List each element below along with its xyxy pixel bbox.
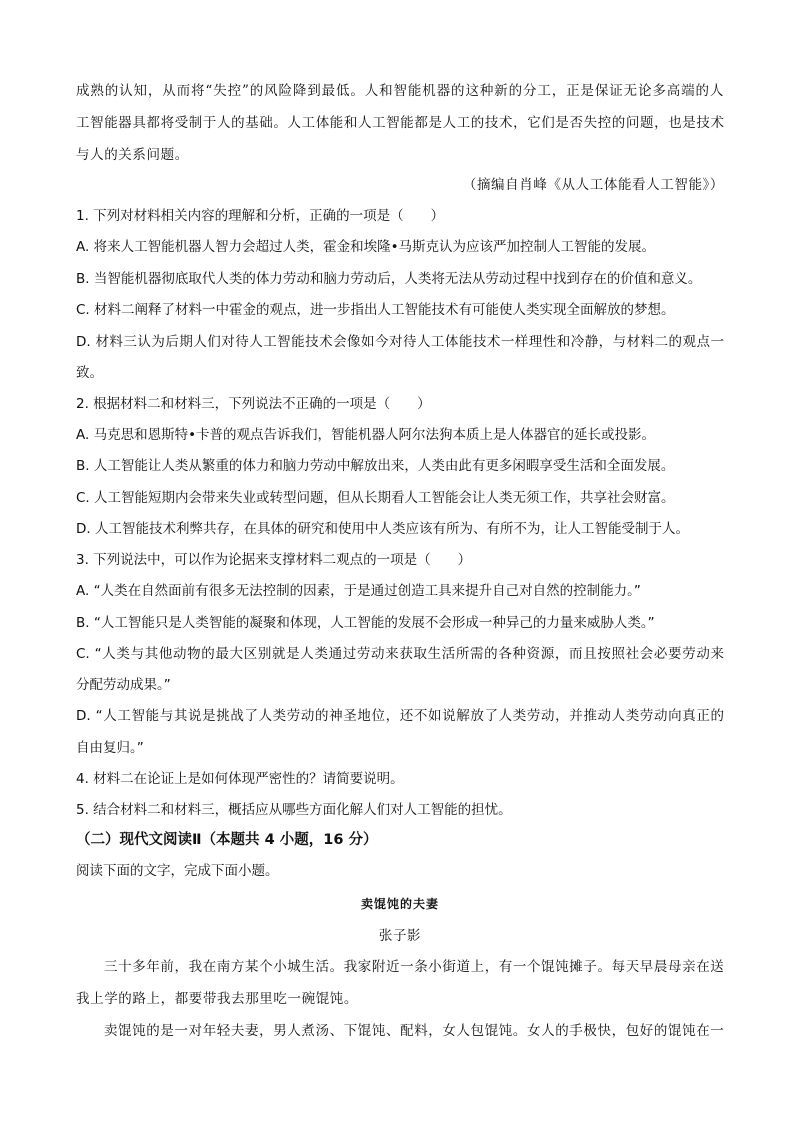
question-2-option-a: A. 马克思和恩斯特•卡普的观点告诉我们，智能机器人阿尔法狗本质上是人体器官的延长或投影。 [76, 427, 656, 443]
question-1-option-a: A. 将来人工智能机器人智力会超过人类，霍金和埃隆•马斯克认为应该严加控制人工智能的发展。 [76, 239, 656, 255]
question-2-stem: 2. 根据材料二和材料三，下列说法不正确的一项是（ ） [76, 396, 431, 412]
question-5: 5. 结合材料二和材料三，概括应从哪些方面化解人们对人工智能的担忧。 [76, 802, 512, 818]
question-3-stem: 3. 下列说法中，可以作为论据来支撑材料二观点的一项是（ ） [76, 552, 472, 568]
question-3-option-d: D. “人工智能与其说是挑战了人类劳动的神圣地位，还不如说解放了人类劳动，并推动人类劳动向真正的 [76, 708, 724, 724]
question-2-option-c: C. 人工智能短期内会带来失业或转型问题，但从长期看人工智能会让人类无须工作，共享社会财富。 [76, 490, 675, 506]
section-2-instruction: 阅读下面的文字，完成下面小题。 [76, 863, 279, 879]
question-3-option-c: C. “人类与其他动物的最大区别就是人类通过劳动来获取生活所需的各种资源，而且按照社会必要劳动来 [76, 646, 724, 662]
question-1-stem: 1. 下列对材料相关内容的理解和分析，正确的一项是（ ） [76, 208, 445, 224]
story-paragraph-1-line-2: 我上学的路上，都要带我去那里吃一碗馄饨。 [76, 991, 358, 1007]
passage-line-3: 与人的关系问题。 [76, 147, 189, 163]
question-3-option-d-cont: 自由复归。” [76, 740, 144, 756]
passage-line-1: 成熟的认知，从而将“失控”的风险降到最低。人和智能机器的这种新的分工，正是保证无论多高端的人 [76, 83, 724, 99]
passage-line-2: 工智能器具都将受制于人的基础。人工体能和人工智能都是人工的技术，它们是否失控的问题，也是技术 [76, 115, 725, 131]
question-2-option-b: B. 人工智能让人类从繁重的体力和脑力劳动中解放出来，人类由此有更多闲暇享受生活和全面发展。 [76, 458, 675, 474]
question-2-option-d: D. 人工智能技术利弊共存，在具体的研究和使用中人类应该有所为、有所不为，让人工智能受制于人。 [76, 521, 689, 537]
question-4: 4. 材料二在论证上是如何体现严密性的？请简要说明。 [76, 771, 404, 787]
question-3-option-c-cont: 分配劳动成果。” [76, 677, 171, 693]
question-1-option-d-cont: 致。 [76, 365, 103, 381]
question-1-option-d: D. 材料三认为后期人们对待人工智能技术会像如今对待人工体能技术一样理性和冷静，与材料二的观点一 [76, 334, 724, 350]
question-3-option-b: B. “人工智能只是人类智能的凝聚和体现，人工智能的发展不会形成一种异己的力量来威胁人类。” [76, 615, 655, 631]
question-3-option-a: A. “人类在自然面前有很多无法控制的因素，于是通过创造工具来提升自己对自然的控制能力。” [76, 583, 641, 599]
passage-source: （摘编自肖峰《从人工体能看人工智能》） [462, 177, 724, 193]
story-title: 卖馄饨的夫妻 [360, 897, 439, 911]
story-author: 张子影 [378, 928, 422, 944]
question-1-option-b: B. 当智能机器彻底取代人类的体力劳动和脑力劳动后，人类将无法从劳动过程中找到存在的价值和意义。 [76, 271, 702, 287]
section-2-heading: （二）现代文阅读Ⅱ（本题共 4 小题，16 分） [76, 832, 378, 848]
question-1-option-c: C. 材料二阐释了材料一中霍金的观点，进一步指出人工智能技术有可能使人类实现全面解放的梦想。 [76, 302, 675, 318]
story-paragraph-2-line-1: 卖馄饨的是一对年轻夫妻，男人煮汤、下馄饨、配料，女人包馄饨。女人的手极快，包好的馄饨在一 [104, 1023, 725, 1039]
story-paragraph-1-line-1: 三十多年前，我在南方某个小城生活。我家附近一条小街道上，有一个馄饨摊子。每天早晨母亲在送 [104, 959, 725, 975]
